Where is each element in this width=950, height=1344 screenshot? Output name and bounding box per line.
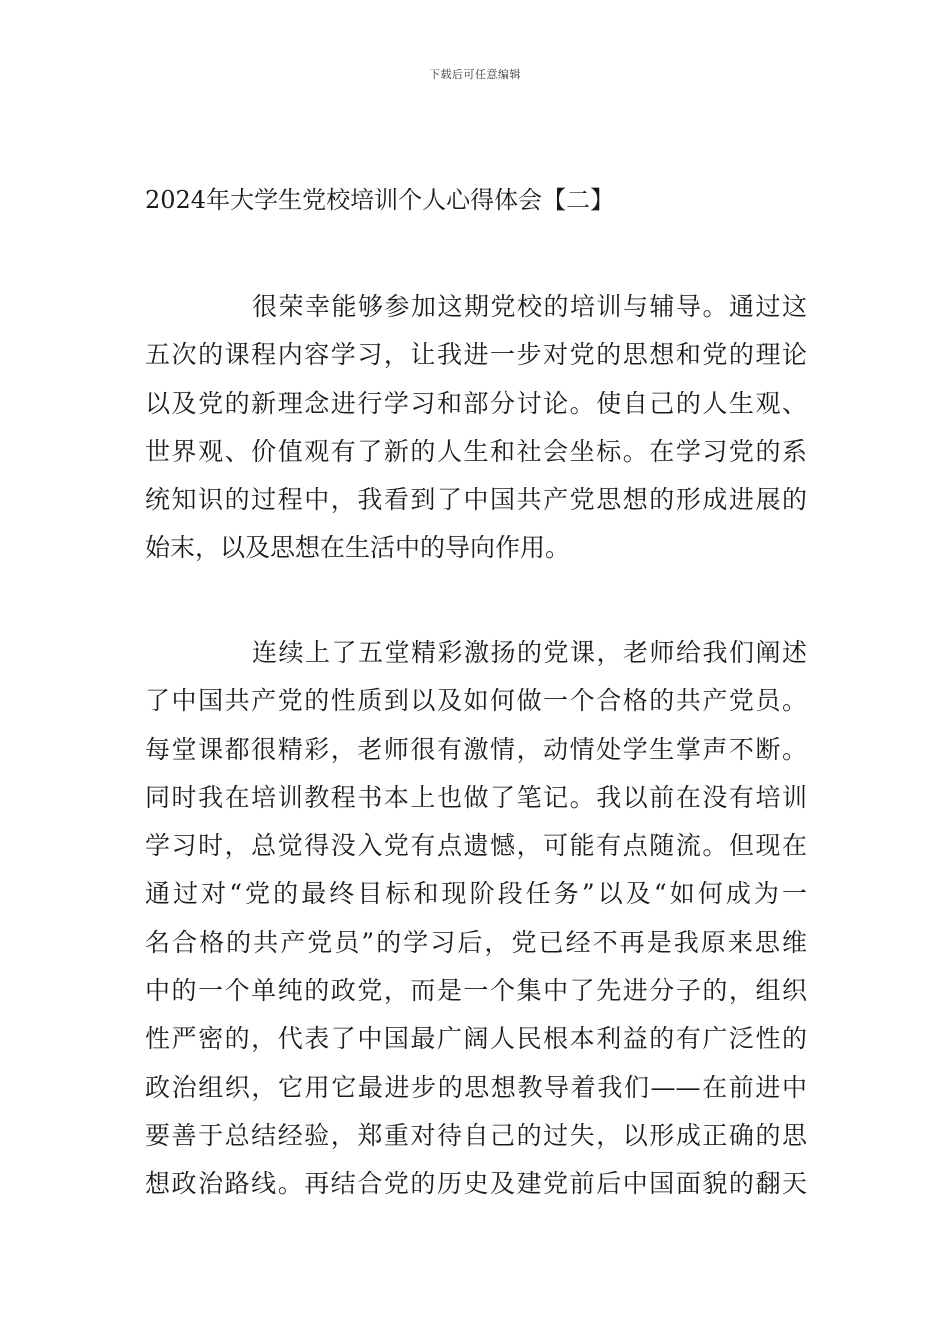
paragraph-line: 很荣幸能够参加这期党校的培训与辅导。通过这: [252, 292, 807, 321]
paragraph-line: 通过对“党的最终目标和现阶段任务”以及“如何成为一: [145, 879, 807, 909]
paragraph-line: 统知识的过程中，我看到了中国共产党思想的形成进展的: [145, 485, 807, 515]
paragraph-1: [145, 283, 807, 573]
paragraph-line: 连续上了五堂精彩激扬的党课，老师给我们阐述: [252, 638, 807, 667]
paragraph-line: 每堂课都很精彩，老师很有激情，动情处学生掌声不断。: [145, 734, 807, 764]
header-note: 下载后可任意编辑: [429, 68, 521, 81]
document-title: 2024年大学生党校培训个人心得体会【二】: [145, 186, 615, 214]
paragraph-line: 学习时，总觉得没入党有点遗憾，可能有点随流。但现在: [145, 831, 807, 861]
paragraph-line: 以及党的新理念进行学习和部分讨论。使自己的人生观、: [145, 388, 807, 418]
paragraph-line: 要善于总结经验，郑重对待自己的过失，以形成正确的思: [145, 1120, 807, 1150]
paragraph-line: 五次的课程内容学习，让我进一步对党的思想和党的理论: [145, 340, 807, 370]
paragraph-line: 世界观、价值观有了新的人生和社会坐标。在学习党的系: [145, 436, 807, 466]
paragraph-line: 始末，以及思想在生活中的导向作用。: [145, 533, 571, 563]
paragraph-2: [145, 629, 807, 1209]
paragraph-line: 同时我在培训教程书本上也做了笔记。我以前在没有培训: [145, 782, 807, 812]
paragraph-line: 了中国共产党的性质到以及如何做一个合格的共产党员。: [145, 686, 807, 716]
paragraph-line: 想政治路线。再结合党的历史及建党前后中国面貌的翻天: [145, 1169, 807, 1199]
paragraph-line: 性严密的，代表了中国最广阔人民根本利益的有广泛性的: [145, 1024, 807, 1054]
paragraph-line: 政治组织，它用它最进步的思想教导着我们——在前进中: [145, 1072, 807, 1102]
paragraph-line: 中的一个单纯的政党，而是一个集中了先进分子的，组织: [145, 976, 807, 1006]
paragraph-line: 名合格的共产党员”的学习后，党已经不再是我原来思维: [145, 927, 807, 957]
